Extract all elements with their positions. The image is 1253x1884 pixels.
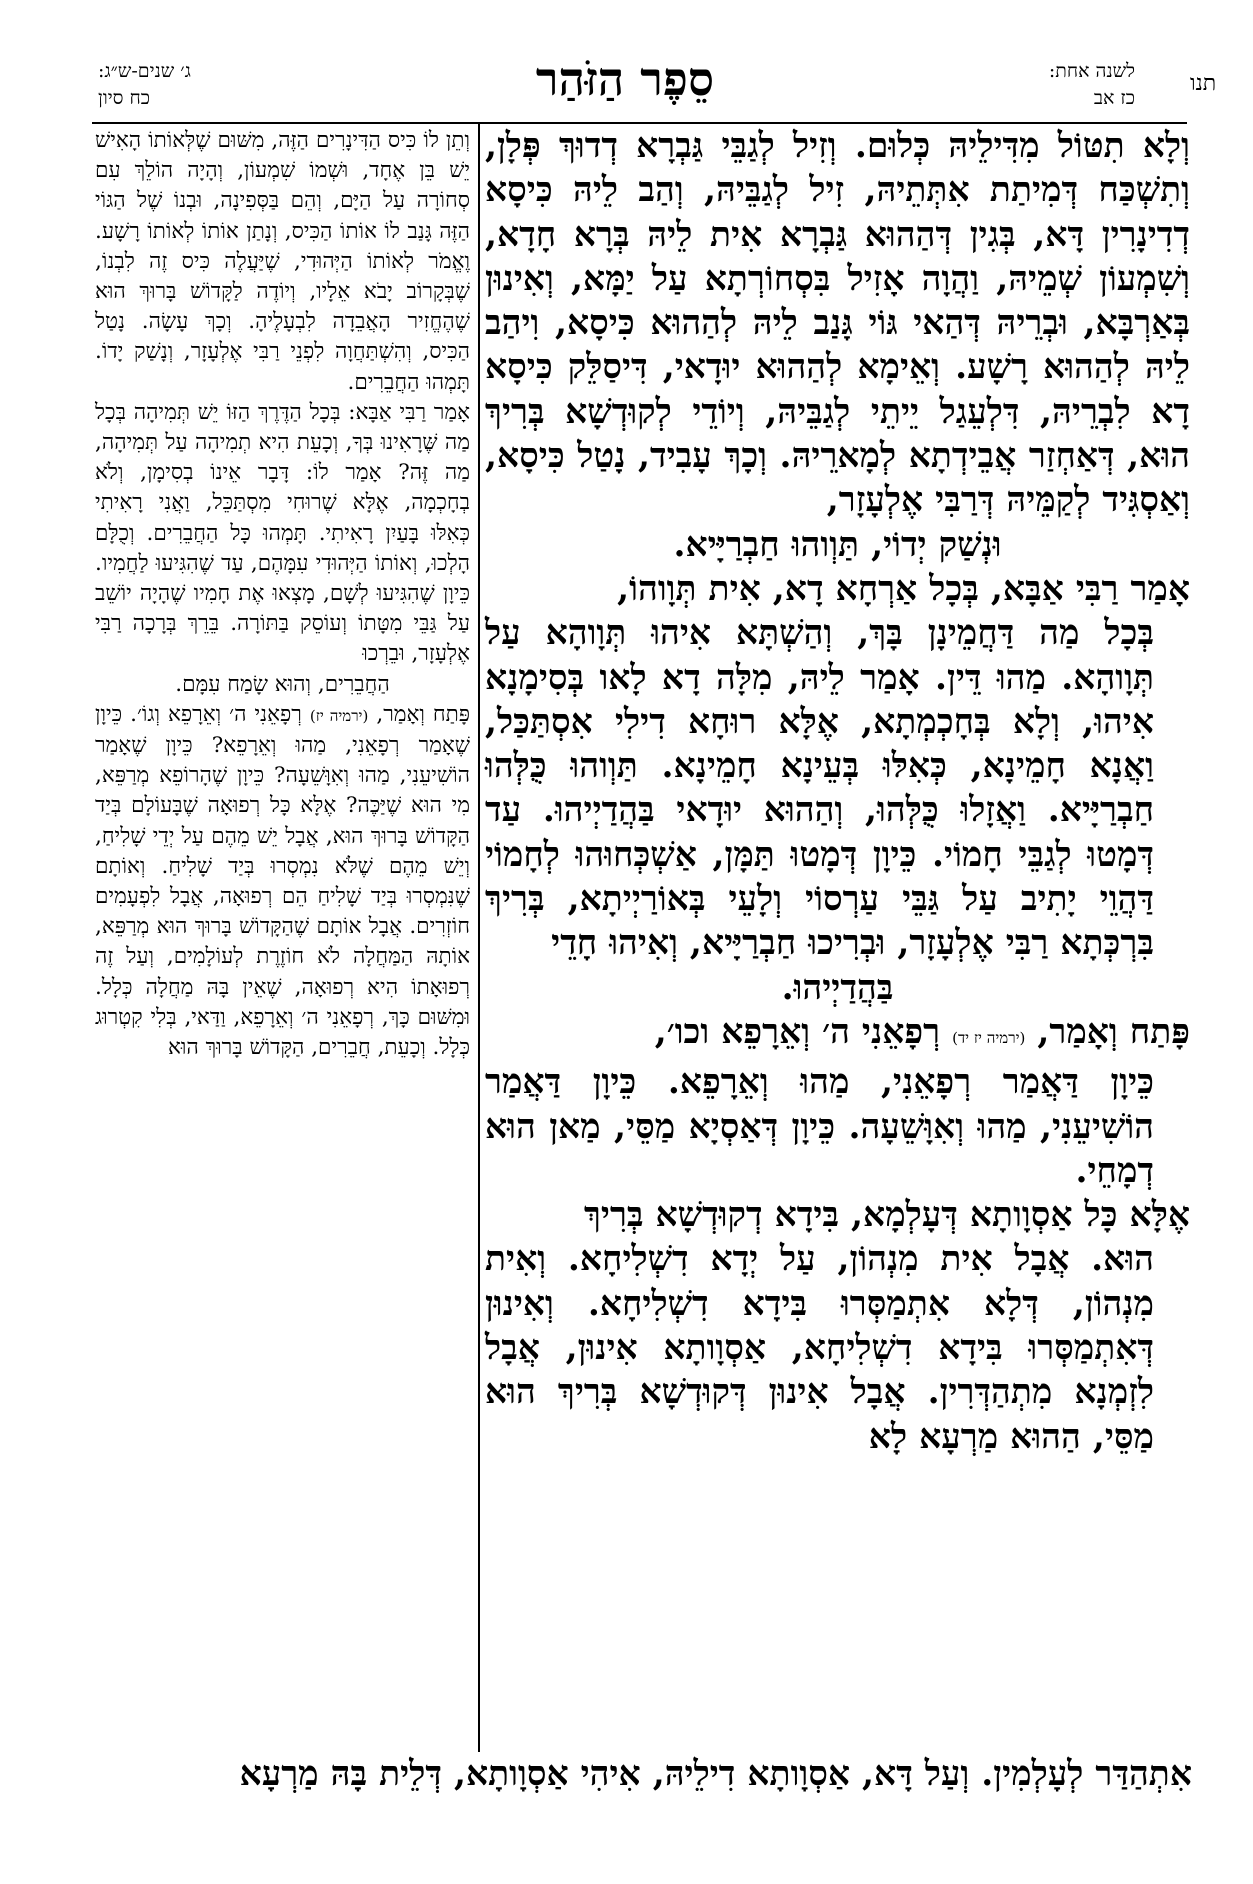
hebrew-verse-text: רְפָאֵנִי ה׳ וְאֵרָפֵא וְגוֹ׳. כֵּיוָן שֶׁאָמַר רְפָאֵנִי, מַהוּ וְאֵרָפֵא? כֵּיוָן שֶׁאָמַר הוֹשִׁיעֵנִי, מַהוּ וְאִוָּשֵׁעָה? כֵּיוָן שֶׁהָרוֹפֵא מְרַפֵּא, מִי הוּא שֶׁיַּכֶּה? אֶלָּא כָּל רְפוּאָה שֶׁבָּעוֹלָם בְּיַד הַקָּדוֹשׁ בָּרוּךְ הוּא, אֲבָל יֵשׁ מֵהֶם עַל יְדֵי שָׁלִיחַ, וְיֵשׁ מֵהֶם שֶׁלֹּא נִמְסְרוּ בְּיַד שָׁלִיחַ. וְאוֹתָם שֶׁנִּמְסְרוּ בְּיַד שָׁלִיחַ הֵם רְפוּאָה, אֲבָל לִפְעָמִים חוֹזְרִים. אֲבָל אוֹתָם שֶׁהַקָּדוֹשׁ בָּרוּךְ הוּא מְרַפֵּא, אוֹתָהּ הַמַּחֲלָה לֹא חוֹזֶרֶת לְעוֹלָמִים, וְעַל זֶה רְפוּאָתוֹ הִיא רְפוּאָה, שֶׁאֵין בָּהּ מַחֲלָה כְּלָל. וּמִשּׁוּם כָּךְ, רְפָאֵנִי ה׳ וְאֵרָפֵא, וַדַּאי, בְּלִי קִטְרוּג כְּלָל. וְכָעֵת, חֲבֵרִים, הַקָּדוֹשׁ בָּרוּךְ הוּא xyxy=(95,701,470,1061)
aramaic-paragraph: אָמַר רַבִּי אַבָּא, בְּכָל אַרְחָא דָא, אִית תְּוָוהוֹ, xyxy=(617,568,1190,609)
aramaic-paragraph-end: בַּהֲדַיְיהוּ. xyxy=(781,967,894,1008)
aramaic-verse-text: רְפָאֵנִי ה׳ וְאֵרָפֵא וכו׳, xyxy=(654,1011,941,1052)
header-left-line2: כח סיון xyxy=(98,87,151,109)
aramaic-paragraph: אֶלָּא כָּל אַסְוָותָא דְּעָלְמָא, בִּידָא דְקוּדְשָׁא בְּרִיךְ xyxy=(583,1195,1190,1236)
aramaic-bottom-line: אִתְהַדַּר לְעָלְמִין. וְעַל דָּא, אַסְוָותָא דִילֵיהּ, אִיהִי אַסְוָותָא, דְּלֵית בָּהּ מַרְעָא xyxy=(239,1754,1192,1794)
verse-reference: (ירמיה יז יד) xyxy=(952,1028,1026,1047)
header-right-block xyxy=(985,58,1135,118)
aramaic-paragraph: הוּא. אֲבָל אִית מִנְהוֹן, עַל יְדָא דִשְׁלִיחָא. וְאִית מִנְהוֹן, דְּלָא אִתְמַסְּרוּ בִּידָא דִשְׁלִיחָא. וְאִינוּן דְּאִתְמַסְּרוּ בִּידָא דִשְׁלִיחָא, אַסְוָותָא אִינוּן, אֲבָל לִזְמְנָא מִתְהַדְּרִין. אֲבָל אִינוּן דְּקוּדְשָׁא בְּרִיךְ הוּא מַסֵּי, הַהוּא מַרְעָא לָא xyxy=(485,1239,1154,1457)
verse-reference: (ירמיה יז) xyxy=(309,706,369,725)
hebrew-paragraph: וְתֵן לוֹ כִּיס הַדִּינָרִים הַזֶּה, מִשּׁוּם שֶׁלְּאוֹתוֹ הָאִישׁ יֵשׁ בֵּן אֶחָד, וּשְׁמוֹ שִׁמְעוֹן, וְהָיָה הוֹלֵךְ עִם סְחוֹרָה עַל הַיָּם, וְהֵם בַּסְּפִינָה, וּבְנוֹ שֶׁל הַגּוֹי הַזֶּה גָּנַב לוֹ אוֹתוֹ הַכִּיס, וְנָתַן אוֹתוֹ לְאוֹתוֹ רָשָׁע. וֶאֱמֹר לְאוֹתוֹ הַיְּהוּדִי, שֶׁיַּעֲלֶה כִּיס זֶה לִבְנוֹ, שֶׁבְּקָרוֹב יָבֹא אֵלָיו, וְיוֹדֶה לַקָּדוֹשׁ בָּרוּךְ הוּא שֶׁהֶחֱזִיר הָאֲבֵדָה לִבְעָלֶיהָ. וְכָךְ עָשָׂה. נָטַל הַכִּיס, וְהִשְׁתַּחֲוָה לִפְנֵי רַבִּי אֶלְעָזָר, וְנָשַׁק יָדוֹ. תָּמְהוּ הַחֲבֵרִים. xyxy=(95,128,470,395)
page-number: תנו xyxy=(1190,71,1217,96)
aramaic-paragraph: וְלָא תִטּוֹל מִדִּילֵיהּ כְּלוּם. וְזִיל לְגַבֵּי גַּבְרָא דְדוּךְ פְּלָן, וְתִשְׁכַּח דְּמִיתַת אִתְּתֵיהּ, זִיל לְגַבֵּיהּ, וְהַב לֵיהּ כִּיסָא דְדִינָרִין דָּא, בְּגִין דְּהַהוּא גַּבְרָא אִית לֵיהּ בְּרָא חָדָא, וְשִׁמְעוֹן שְׁמֵיהּ, וַהֲוָה אָזִיל בִּסְחוֹרְתָא עַל יַמָּא, וְאִינוּן בְּאַרְבָּא, וּבְרֵיהּ דְּהַאי גּוֹי גָּנַב לֵיהּ לְהַהוּא כִּיסָא, וִיהַב לֵיהּ לְהַהוּא רָשָׁע. וְאֵימָא לְהַהוּא יוּדָאי, דִּיסַלֵּק כִּיסָא דָא לִבְרֵיהּ, דִּלְעֵגַל יֵיתֵי לְגַבֵּיהּ, וְיוֹדֵי לְקוּדְשָׁא בְּרִיךְ הוּא, דְּאַחְזַר אֲבֵידְתָא לְמָארֵיהּ. וְכָךְ עָבִיד, נָטַל כִּיסָא, וְאַסְגִּיד לְקַמֵּיהּ דְּרַבִּי אֶלְעָזָר, xyxy=(485,126,1190,521)
header-right-line1: לשנה אחת: xyxy=(1048,60,1135,82)
aramaic-verse-line xyxy=(485,1010,1190,1060)
aramaic-column xyxy=(485,124,1190,1459)
hebrew-verse-paragraph xyxy=(95,700,470,1063)
header-right-line2: כז אב xyxy=(1093,87,1135,109)
column-divider xyxy=(478,122,480,1752)
header-left-line1: ג׳ שנים-ש״ג: xyxy=(98,60,191,82)
book-title: סֵפֶר הַזֹּהַר xyxy=(535,52,715,106)
hebrew-paragraph-end: הַחֲבֵרִים, וְהוּא שָׂמַח עִמָּם. xyxy=(175,671,390,697)
hebrew-paragraph: אָמַר רַבִּי אַבָּא: בְּכָל הַדֶּרֶךְ הַזּוֹ יֵשׁ תְּמִיהָה בְּכָל מַה שֶּׁרָאִינוּ בְּךָ, וְכָעֵת הִיא תְמִיהָה עַל תְּמִיהָה, מַה זֶּה? אָמַר לוֹ: דָּבָר אֵינוֹ בְסִימָן, וְלֹא בְחָכְמָה, אֶלָּא שֶׁרוּחִי מִסְתַּכֵּל, וַאֲנִי רָאִיתִי כְּאִלּוּ בָּעַיִן רָאִיתִי. תָּמְהוּ כָּל הַחֲבֵרִים. וְכֻלָּם הָלְכוּ, וְאוֹתוֹ הַיְּהוּדִי עִמָּהֶם, עַד שֶׁהִגִּיעוּ לַחֲמִיו. כֵּיוָן שֶׁהִגִּיעוּ לְשָׁם, מָצְאוּ אֶת חָמִיו שֶׁהָיָה יוֹשֵׁב עַל גַּבֵּי מִטָּתוֹ וְעוֹסֵק בַּתּוֹרָה. בֵּרֵךְ בְּרָכָה רַבִּי אֶלְעָזָר, וּבֵרְכוּ xyxy=(95,399,470,667)
aramaic-paragraph: כֵּיוָן דַּאֲמַר רְפָאֵנִי, מַהוּ וְאֵרָפֵא. כֵּיוָן דַּאֲמַר הוֹשִׁיעֵנִי, מַהוּ וְאִוָּשֵׁעָה. כֵּיוָן דְּאַסְיָא מַסֵּי, מַאן הוּא דְמָחֵי. xyxy=(485,1062,1154,1191)
hebrew-verse-head: פָּתַח וְאָמַר, xyxy=(376,701,470,727)
header-left-block xyxy=(98,58,248,118)
aramaic-verse-head: פָּתַח וְאָמַר, xyxy=(1037,1011,1190,1052)
hebrew-column xyxy=(95,126,470,1063)
aramaic-paragraph: בְּכָל מַה דַּחֲמֵינָן בָּךְ, וְהַשְׁתָּא אִיהוּ תְּוָוהָא עַל תְּוָוהָא. מַהוּ דֵּין. אָמַר לֵיהּ, מִלָּה דָא לָאו בְּסִימָנָא אִיהוּ, וְלָא בְּחָכְמְתָא, אֶלָּא רוּחָא דִילִי אִסְתַּכַּל, וַאֲנָא חָמֵינָא, כְּאִלּוּ בְּעֵינָא חָמֵינָא. תַּוְוהוּ כֻּלְּהוּ חַבְרַיָּיא. וַאֲזָלוּ כֻּלְּהוּ, וְהַהוּא יוּדָאי בַּהֲדַיְיהוּ. עַד דְּמָטוּ לְגַבֵּי חָמוֹי. כֵּיוָן דְּמָטוּ תַּמָּן, אַשְׁכְּחוּהוּ לְחָמוֹי דַּהֲוֵי יָתִיב עַל גַּבֵּי עַרְסוֹי וְלָעֵי בְּאוֹרַיְיתָא, בְּרִיךְ בִּרְכְּתָא רַבִּי אֶלְעָזָר, וּבְרִיכוּ חַבְרַיָּיא, וְאִיהוּ חָדֵי xyxy=(485,613,1154,964)
aramaic-paragraph-end: וּנְשַׁק יְדוֹי, תַּוְוהוּ חַבְרַיָּיא. xyxy=(673,524,1002,565)
